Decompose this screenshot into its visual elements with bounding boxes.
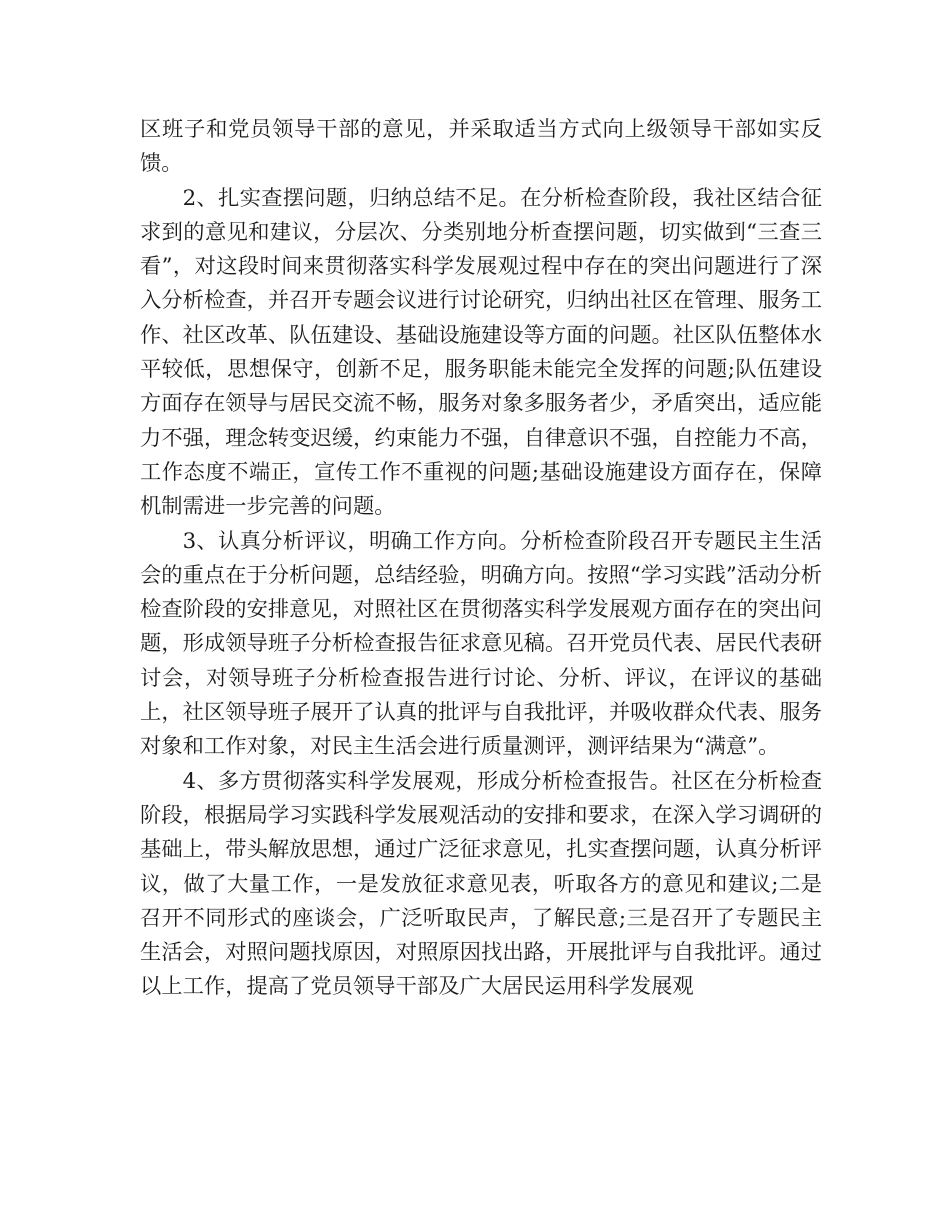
paragraph-2: 2、扎实查摆问题，归纳总结不足。在分析检查阶段，我社区结合征求到的意见和建议，分层次、分类别地分析查摆问题，切实做到“三查三看”，对这段时间来贯彻落实科学发展观过程中存在的突出问题进行了深入分析检查，并召开专题会议进行讨论研究，归纳出社区在管理、服务工作、社区改革、队伍建设、基础设施建设等方面的问题。社区队伍整体水平较低，思想保守，创新不足，服务职能未能完全发挥的问题;队伍建设方面存在领导与居民交流不畅，服务对象多服务者少，矛盾突出，适应能力不强，理念转变迟缓，约束能力不强，自律意识不强，自控能力不高，工作态度不端正，宣传工作不重视的问题;基础设施建设方面存在，保障机制需进一步完善的问题。 — [140, 185, 822, 520]
paragraph-4: 4、多方贯彻落实科学发展观，形成分析检查报告。社区在分析检查阶段，根据局学习实践科学发展观活动的安排和要求，在深入学习调研的基础上，带头解放思想，通过广泛征求意见，扎实查摆问题，认真分析评议，做了大量工作，一是发放征求意见表，听取各方的意见和建议;二是召开不同形式的座谈会，广泛听取民声，了解民意;三是召开了专题民主生活会，对照问题找原因，对照原因找出路，开展批评与自我批评。通过以上工作，提高了党员领导干部及广大居民运用科学发展观 — [140, 768, 822, 1000]
paragraph-3: 3、认真分析评议，明确工作方向。分析检查阶段召开专题民主生活会的重点在于分析问题，总结经验，明确方向。按照“学习实践”活动分析检查阶段的安排意见，对照社区在贯彻落实科学发展观方面存在的突出问题，形成领导班子分析检查报告征求意见稿。召开党员代表、居民代表研讨会，对领导班子分析检查报告进行讨论、分析、评议，在评议的基础上，社区领导班子展开了认真的批评与自我批评，并吸收群众代表、服务对象和工作对象，对民主生活会进行质量测评，测评结果为“满意”。 — [140, 528, 822, 760]
document-body — [140, 113, 822, 1005]
paragraph-1: 区班子和党员领导干部的意见，并采取适当方式向上级领导干部如实反馈。 — [140, 117, 822, 177]
